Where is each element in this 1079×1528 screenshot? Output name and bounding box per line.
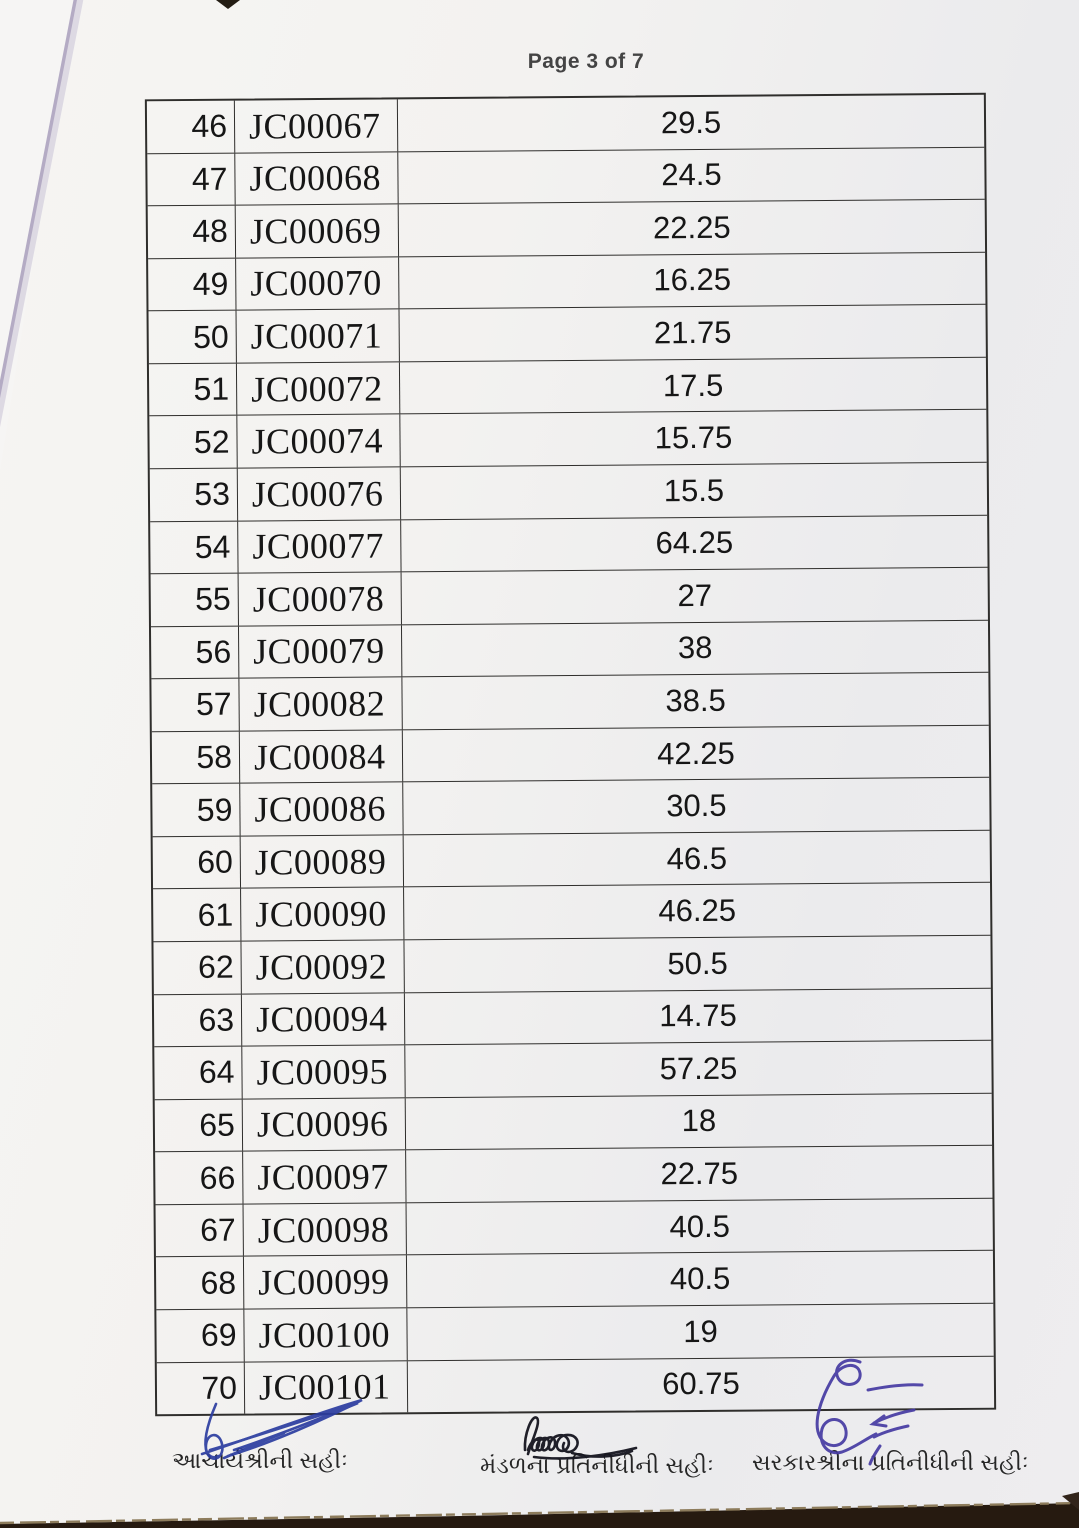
table-row: [150, 515, 987, 574]
serial-cell: 55: [151, 574, 239, 626]
code-cell: JC00068: [235, 152, 398, 205]
code-cell: JC00086: [240, 783, 403, 836]
code-cell: JC00067: [235, 99, 398, 152]
marks-cell: 60.75: [662, 1365, 740, 1402]
table-row: [155, 1146, 992, 1205]
marks-cell: 57.25: [659, 1050, 738, 1087]
serial-cell: 66: [155, 1152, 243, 1204]
marks-cell: 40.5: [669, 1208, 731, 1244]
serial-cell: 70: [157, 1362, 245, 1414]
desk-surface: [0, 1503, 1079, 1528]
marks-cell: 30.5: [666, 787, 727, 824]
principal-signature-label: આચાર્યશ્રીની સહીઃ: [172, 1447, 348, 1473]
marks-cell: 46.25: [658, 892, 737, 929]
table-row: [149, 305, 986, 364]
page-number-header: Page 3 of 7: [527, 50, 645, 73]
code-cell: JC00077: [238, 520, 401, 573]
serial-cell: 62: [153, 942, 241, 994]
underlying-page: [0, 0, 74, 470]
marks-cell: 40.5: [669, 1260, 731, 1297]
code-cell: JC00078: [239, 572, 402, 625]
paper-bottom-edge: [0, 1503, 1079, 1523]
page-edge-shadow: [0, 0, 80, 478]
table-row: [151, 568, 988, 627]
code-cell: JC00095: [242, 1045, 405, 1098]
serial-cell: 47: [147, 153, 235, 205]
table-row: [151, 620, 988, 679]
code-cell: JC00090: [241, 888, 404, 941]
code-cell: JC00101: [245, 1361, 408, 1414]
serial-cell: 60: [153, 836, 241, 888]
serial-cell: 56: [151, 626, 239, 678]
marks-cell: 22.25: [652, 209, 731, 246]
table-row: [150, 463, 987, 522]
code-cell: JC00089: [241, 835, 404, 888]
marks-cell: 17.5: [662, 367, 724, 403]
marks-cell: 16.25: [653, 262, 732, 298]
table-row: [147, 95, 984, 154]
table-row: [152, 725, 989, 784]
serial-cell: 54: [150, 521, 238, 573]
serial-cell: 69: [156, 1310, 244, 1362]
code-cell: JC00100: [244, 1308, 407, 1361]
govt-representative-signature-label: સરકારશ્રીના પ્રતિનીધીની સહીઃ: [752, 1449, 1029, 1475]
table-row: [147, 147, 984, 206]
serial-cell: 67: [156, 1204, 244, 1256]
code-cell: JC00070: [236, 257, 399, 310]
serial-cell: 64: [154, 1047, 242, 1099]
table-row: [149, 410, 986, 469]
marks-cell: 14.75: [659, 998, 737, 1034]
table-row: [151, 673, 988, 732]
serial-cell: 49: [148, 258, 236, 310]
marks-cell: 22.75: [660, 1155, 739, 1192]
table-row: [148, 252, 985, 311]
code-cell: JC00097: [243, 1151, 406, 1204]
serial-cell: 59: [152, 784, 240, 836]
code-cell: JC00076: [238, 467, 401, 520]
code-cell: JC00099: [244, 1256, 407, 1309]
table-row: [154, 1041, 991, 1100]
table-row: [154, 988, 991, 1047]
table-row: [156, 1251, 993, 1310]
code-cell: JC00092: [241, 940, 404, 993]
marks-cell: 27: [677, 577, 713, 613]
code-cell: JC00071: [237, 310, 400, 363]
marks-cell: 38.5: [665, 682, 726, 719]
code-cell: JC00074: [237, 415, 400, 468]
table-row: [149, 358, 986, 417]
code-cell: JC00084: [240, 730, 403, 783]
code-cell: JC00079: [239, 625, 402, 678]
marks-cell: 24.5: [661, 157, 722, 193]
table-row: [148, 200, 985, 259]
code-cell: JC00072: [237, 362, 400, 415]
table-row: [152, 778, 989, 837]
table-row: [155, 1093, 992, 1152]
marks-cell: 64.25: [655, 524, 734, 561]
serial-cell: 50: [149, 311, 237, 363]
board-representative-signature-label: મંડળના પ્રતિનીધીની સહીઃ: [480, 1452, 714, 1478]
table-row: [153, 883, 990, 942]
code-cell: JC00094: [242, 993, 405, 1046]
serial-cell: 65: [155, 1099, 243, 1151]
serial-cell: 63: [154, 994, 242, 1046]
marks-cell: 15.5: [663, 472, 725, 508]
table-row: [156, 1199, 993, 1258]
marks-cell: 38: [677, 630, 713, 666]
marks-cell: 29.5: [660, 104, 722, 141]
marks-table: [145, 93, 996, 1417]
marks-cell: 19: [683, 1313, 718, 1349]
serial-cell: 57: [151, 679, 239, 731]
code-cell: JC00098: [244, 1203, 407, 1256]
code-cell: JC00096: [243, 1098, 406, 1151]
code-cell: JC00082: [239, 678, 402, 731]
serial-cell: 52: [149, 416, 237, 468]
marks-cell: 46.5: [666, 840, 728, 876]
serial-cell: 51: [149, 363, 237, 415]
marks-cell: 21.75: [653, 314, 732, 351]
marks-cell: 50.5: [667, 945, 728, 982]
marks-cell: 18: [681, 1103, 717, 1139]
marks-cell: 42.25: [657, 735, 735, 771]
serial-cell: 61: [153, 889, 241, 941]
top-edge-notch: [216, 0, 240, 9]
code-cell: JC00069: [236, 204, 399, 257]
table-row: [157, 1356, 994, 1414]
serial-cell: 53: [150, 469, 238, 521]
table-row: [153, 831, 990, 890]
marks-cell: 15.75: [654, 419, 733, 456]
table-row: [156, 1304, 993, 1363]
desk-corner-right: [1062, 1492, 1079, 1510]
table-row: [153, 936, 990, 995]
serial-cell: 58: [152, 731, 240, 783]
serial-cell: 48: [148, 206, 236, 258]
serial-cell: 68: [156, 1257, 244, 1309]
page-edge-line: [0, 0, 76, 472]
serial-cell: 46: [147, 101, 235, 153]
